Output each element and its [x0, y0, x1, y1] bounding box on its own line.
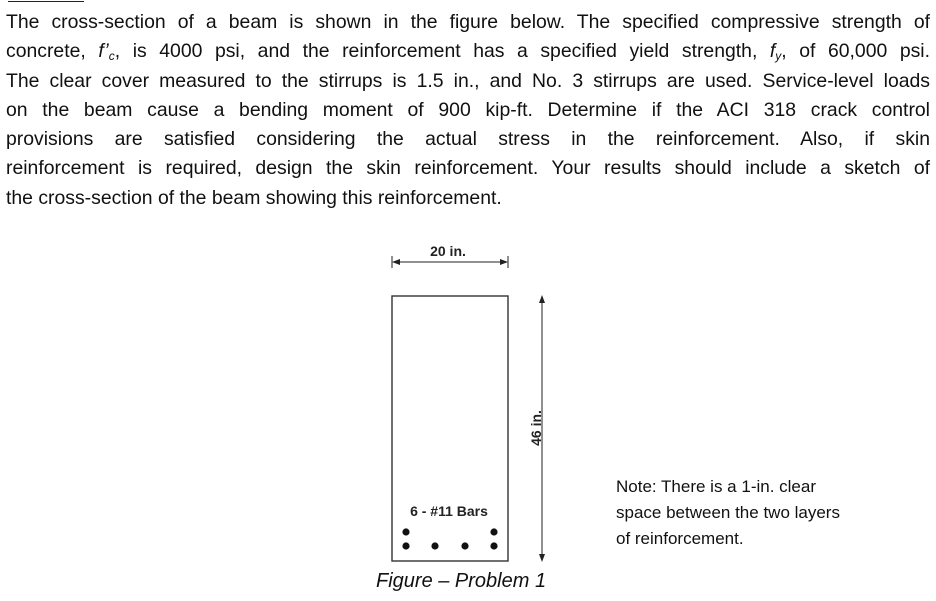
problem-line-6: reinforcement is required, design the skin reinforcement. Your results should include a sketch of: [6, 157, 930, 180]
bars-label: 6 - #11 Bars: [410, 503, 488, 519]
problem-line-2: concrete, $f’_c$, is 4000 psi, and the reinforcement has a specified yield strength, $f_y$, of 60,000 psi.: [6, 40, 930, 64]
height-dimension: [528, 295, 545, 562]
width-label: 20 in.: [430, 243, 466, 259]
beam-outline: [392, 296, 508, 561]
problem-line-5: provisions are satisfied considering the actual stress in the reinforcement. Also, if skin: [6, 128, 930, 151]
note-line-1: Note: There is a 1-in. clear: [616, 477, 816, 496]
bar-top-left: [402, 528, 409, 535]
bar-bottom-2: [431, 542, 438, 549]
fc-symbol: $f’_c$: [98, 40, 115, 64]
figure-caption: Figure – Problem 1: [376, 570, 547, 592]
bar-bottom-1: [402, 542, 409, 549]
width-dimension: [392, 243, 508, 268]
reinforcement-note: [616, 474, 876, 552]
problem-line-1: The cross-section of a beam is shown in the figure below. The specified compressive strength of: [6, 11, 930, 33]
problem-line-4: on the beam cause a bending moment of 900 kip-ft. Determine if the ACI 318 crack control: [6, 98, 930, 121]
fy-symbol: $f_y$: [769, 40, 782, 64]
bar-bottom-4: [490, 542, 497, 549]
height-label: 46 in.: [528, 410, 544, 446]
bar-top-right: [490, 528, 497, 535]
problem-line-3: The clear cover measured to the stirrups is 1.5 in., and No. 3 stirrups are used. Service-level loads: [6, 69, 930, 92]
bar-bottom-3: [461, 542, 468, 549]
note-line-3: of reinforcement.: [616, 529, 744, 548]
problem-line-7: the cross-section of the beam showing this reinforcement.: [6, 186, 502, 209]
note-line-2: space between the two layers: [616, 503, 840, 522]
